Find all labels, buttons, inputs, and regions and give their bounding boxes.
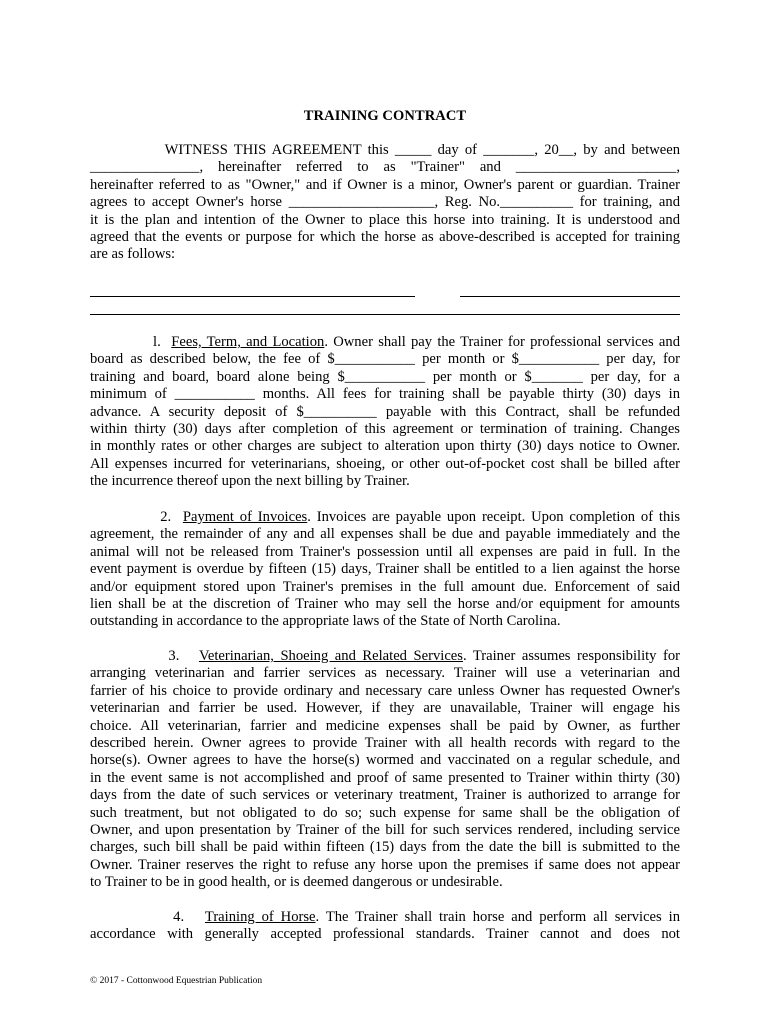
document-title: TRAINING CONTRACT [303, 108, 467, 124]
section-line: agreement, the remainder of any and all expenses shall be due and payable immediately and the [90, 526, 680, 543]
intro-line: are as follows: [90, 246, 176, 263]
section-heading: Fees, Term, and Location [171, 334, 325, 350]
intro-line: it is the plan and intention of the Owner to place this horse into training. It is understood and [90, 211, 680, 228]
section-line: such treatment, but not obligated to do so; such expense for same shall be the obligation of [90, 804, 680, 821]
section-line: veterinarian and farrier be used. However, if they are unavailable, Trainer will engage his [90, 700, 680, 717]
section-number: 4. [173, 909, 185, 925]
section-line: animal will not be released from Trainer's possession until all expenses are paid in full. In the [90, 543, 680, 560]
section-text: . Trainer assumes responsibility for [462, 648, 681, 664]
section-line: choice. All veterinarian, farrier and medicine expenses shall be paid by Owner, as further [90, 717, 680, 734]
section-text: . Invoices are payable upon receipt. Upon completion of this [307, 509, 681, 525]
section-line: advance. A security deposit of $__________ payable with this Contract, shall be refunded [90, 403, 680, 420]
section-line: farrier of his choice to provide ordinary and necessary care unless Owner has requested Owner's [90, 682, 680, 699]
section-line: charges, such bill shall be paid within fifteen (15) days from the date the bill is submitted to the [90, 839, 680, 856]
section-line: in monthly rates or other charges are subject to alteration upon thirty (30) days notice to Owner. [90, 438, 680, 455]
intro-line: WITNESS THIS AGREEMENT this _____ day of _______, 20__, by and between [90, 142, 680, 158]
section-first-line [90, 334, 680, 351]
section-number: 3. [168, 648, 180, 664]
section-number: l. [153, 334, 161, 350]
section-line: accordance with generally accepted professional standards. Trainer cannot and does not [90, 926, 680, 943]
section-line: in the event same is not accomplished and proof of same presented to Trainer within thirty (30) [90, 769, 680, 786]
section-first-line [90, 648, 680, 665]
section-line: outstanding in accordance to the appropriate laws of the State of North Carolina. [90, 613, 561, 630]
section-veterinarian [90, 648, 680, 892]
section-fees [90, 334, 680, 491]
section-line: described herein. Owner agrees to provide Trainer with all health records with regard to the [90, 735, 680, 752]
section-line: within thirty (30) days after completion of this agreement or termination of training. Changes [90, 421, 680, 438]
section-number: 2. [160, 509, 172, 525]
section-line: All expenses incurred for veterinarians, shoeing, or other out-of-pocket cost shall be billed after [90, 455, 680, 472]
section-heading: Payment of Invoices [182, 509, 308, 525]
purpose-blank-right[interactable] [460, 296, 680, 297]
copyright-footer: © 2017 - Cottonwood Equestrian Publication [90, 976, 263, 986]
section-line: Owner. Trainer reserves the right to refuse any horse upon the premises if same does not appear [90, 856, 680, 873]
section-line: arranging veterinarian and farrier services as necessary. Trainer will use a veterinarian and [90, 665, 680, 682]
section-line: horse(s). Owner agrees to have the horse(s) wormed and vaccinated on a regular schedule, and [90, 752, 680, 769]
section-first-line [90, 909, 680, 926]
purpose-blank-left[interactable] [90, 296, 415, 297]
intro-line: _______________, hereinafter referred to as "Trainer" and ______________________, [90, 159, 680, 176]
section-line: days from the date of such services or veterinary treatment, Trainer is authorized to arrange for [90, 787, 680, 804]
section-line: the incurrence thereof upon the next billing by Trainer. [90, 473, 410, 490]
section-training [90, 909, 680, 944]
section-line: and/or equipment stored upon Trainer's premises in the full amount due. Enforcement of said [90, 578, 680, 595]
section-line: lien shall be at the discretion of Trainer who may sell the horse and/or equipment for amounts [90, 596, 680, 613]
intro-paragraph [90, 142, 680, 264]
section-line: minimum of ___________ months. All fees for training shall be payable thirty (30) days in [90, 386, 680, 403]
section-text: . The Trainer shall train horse and perform all services in [315, 909, 681, 925]
intro-line: hereinafter referred to as "Owner," and if Owner is a minor, Owner's parent or guardian. Trainer [90, 176, 680, 193]
section-line: training and board, board alone being $___________ per month or $_______ per day, for a [90, 368, 680, 385]
section-line: to Trainer to be in good health, or is deemed dangerous or undesirable. [90, 874, 503, 891]
section-text: . Owner shall pay the Trainer for professional services and [324, 334, 681, 350]
section-line: event payment is overdue by fifteen (15) days, Trainer shall be entitled to a lien against the horse [90, 561, 680, 578]
intro-line: agreed that the events or purpose for which the horse as above-described is accepted for training [90, 229, 680, 246]
section-line: board as described below, the fee of $___________ per month or $___________ per day, for [90, 351, 680, 368]
intro-line: agrees to accept Owner's horse ____________________, Reg. No.__________ for training, and [90, 194, 680, 211]
section-line: Owner, and upon presentation by Trainer of the bill for such services rendered, including service [90, 822, 680, 839]
section-heading: Veterinarian, Shoeing and Related Services [198, 648, 463, 664]
purpose-blank-full[interactable] [90, 314, 680, 315]
section-heading: Training of Horse [204, 909, 316, 925]
section-payment [90, 509, 680, 631]
section-first-line [90, 509, 680, 526]
